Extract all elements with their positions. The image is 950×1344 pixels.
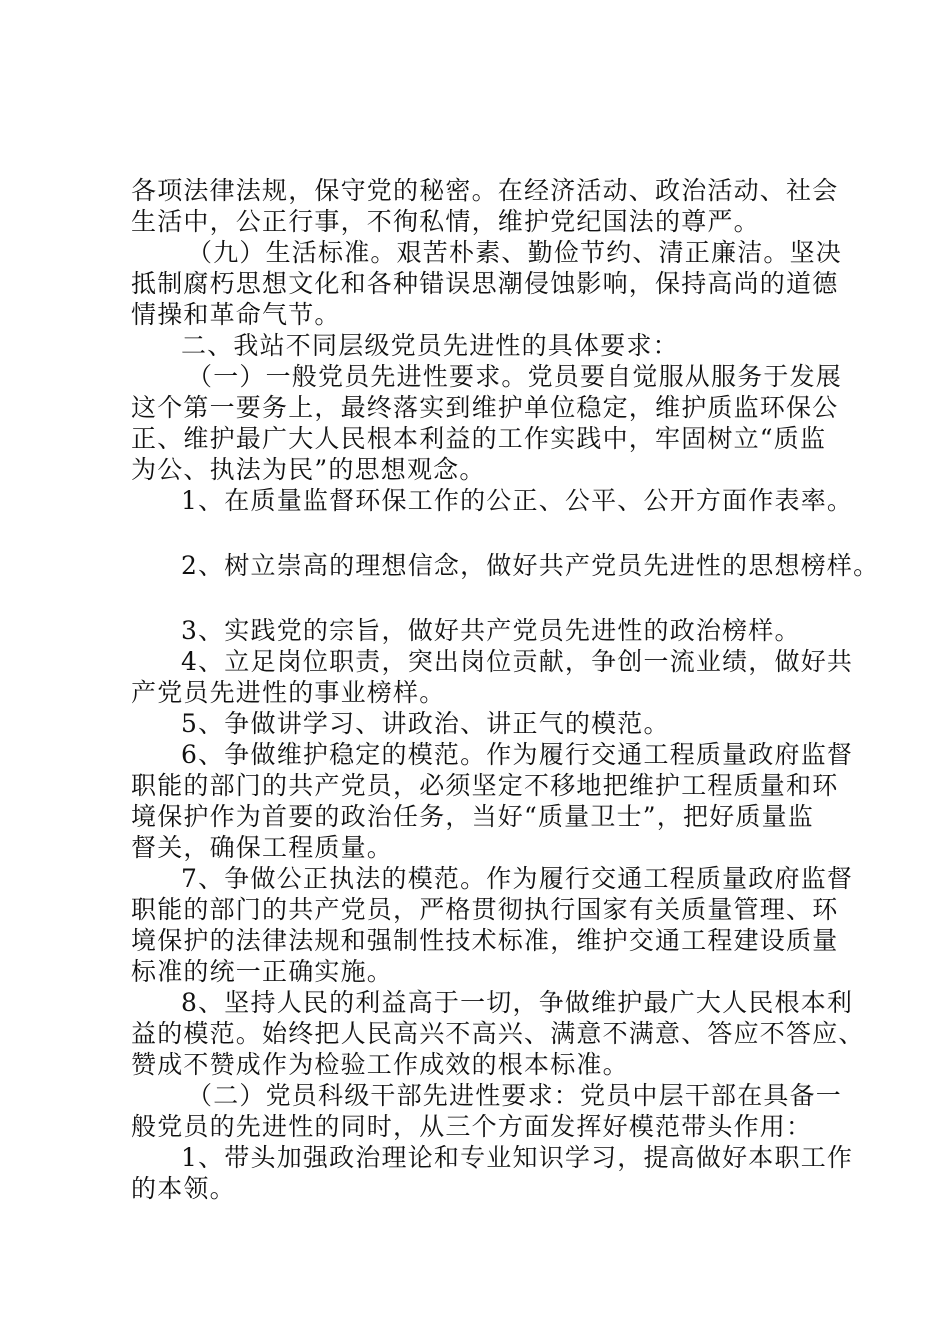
text-line: 2、树立崇高的理想信念，做好共产党员先进性的思想榜样。 — [181, 551, 880, 580]
text-line: 正、维护最广大人民根本利益的工作实践中，牢固树立“质监 — [131, 424, 827, 453]
text-line: 产党员先进性的事业榜样。 — [131, 678, 446, 707]
section-heading: 二、我站不同层级党员先进性的具体要求： — [181, 331, 679, 360]
text-line: 4、立足岗位职责，突出岗位贡献，争创一流业绩，做好共 — [181, 647, 854, 676]
text-line: 的本领。 — [131, 1174, 236, 1203]
text-line: 这个第一要务上，最终落实到维护单位稳定，维护质监环保公 — [131, 393, 839, 422]
text-line: 标准的统一正确实施。 — [131, 957, 394, 986]
text-line: 益的模范。始终把人民高兴不高兴、满意不满意、答应不答应、 — [131, 1019, 865, 1048]
text-line: 境保护的法律法规和强制性技术标准，维护交通工程建设质量 — [131, 926, 839, 955]
text-line: 3、实践党的宗旨，做好共产党员先进性的政治榜样。 — [181, 616, 801, 645]
text-line: 职能的部门的共产党员，必须坚定不移地把维护工程质量和环 — [131, 771, 839, 800]
text-line: 7、争做公正执法的模范。作为履行交通工程质量政府监督 — [181, 864, 854, 893]
text-line: 抵制腐朽思想文化和各种错误思潮侵蚀影响，保持高尚的道德 — [131, 269, 839, 298]
text-line: （一）一般党员先进性要求。党员要自觉服从服务于发展 — [187, 362, 843, 391]
text-line: （九）生活标准。艰苦朴素、勤俭节约、清正廉洁。坚决 — [187, 238, 843, 267]
text-line: 境保护作为首要的政治任务，当好“质量卫士”，把好质量监 — [131, 802, 814, 831]
text-line: 督关，确保工程质量。 — [131, 833, 394, 862]
text-line: 1、带头加强政治理论和专业知识学习，提高做好本职工作 — [181, 1143, 854, 1172]
text-line: 情操和革命气节。 — [131, 300, 341, 329]
text-line: 8、坚持人民的利益高于一切，争做维护最广大人民根本利 — [181, 988, 854, 1017]
text-line: （二）党员科级干部先进性要求：党员中层干部在具备一 — [187, 1081, 843, 1110]
text-line: 职能的部门的共产党员，严格贯彻执行国家有关质量管理、环 — [131, 895, 839, 924]
text-line: 1、在质量监督环保工作的公正、公平、公开方面作表率。 — [181, 486, 854, 515]
body-text — [131, 175, 880, 1204]
text-line: 为公、执法为民”的思想观念。 — [131, 455, 486, 484]
text-line: 赞成不赞成作为检验工作成效的根本标准。 — [131, 1050, 629, 1079]
text-line: 5、争做讲学习、讲政治、讲正气的模范。 — [181, 709, 670, 738]
text-line: 6、争做维护稳定的模范。作为履行交通工程质量政府监督 — [181, 740, 854, 769]
text-line: 各项法律法规，保守党的秘密。在经济活动、政治活动、社会 — [131, 176, 839, 205]
text-line: 生活中，公正行事，不徇私情，维护党纪国法的尊严。 — [131, 207, 760, 236]
text-line: 般党员的先进性的同时，从三个方面发挥好模范带头作用： — [131, 1112, 813, 1141]
